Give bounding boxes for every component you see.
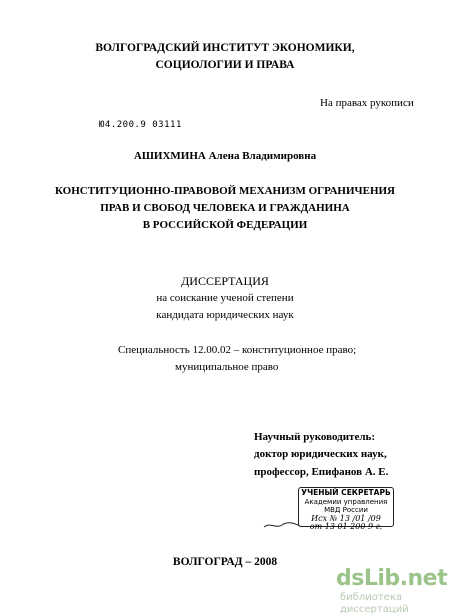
dslib-watermark-logo: [336, 566, 450, 614]
stamp-line-5: от 13 01 200 9 г.: [309, 522, 383, 531]
degree-line-1: на соискание ученой степени: [156, 292, 294, 304]
watermark-brand: dsLib.net: [336, 566, 448, 591]
institution-line-2: СОЦИОЛОГИИ И ПРАВА: [155, 59, 295, 71]
supervisor-name: профессор, Епифанов А. Е.: [254, 466, 389, 478]
stamp-line-1: УЧЕНЫЙ СЕКРЕТАРЬ: [301, 488, 391, 497]
stamp-line-2: Академии управления: [304, 497, 388, 506]
title-line-3: В РОССИЙСКОЙ ФЕДЕРАЦИИ: [142, 219, 308, 231]
document-type: ДИССЕРТАЦИЯ: [181, 274, 269, 288]
supervisor-degree: доктор юридических наук,: [254, 448, 387, 460]
degree-line-2: кандидата юридических наук: [156, 309, 294, 321]
specialty-line-2: муниципальное право: [175, 361, 279, 373]
supervisor-heading: Научный руководитель:: [254, 431, 375, 443]
footer-city-year: ВОЛГОГРАД – 2008: [172, 556, 278, 568]
stamp-line-4: Исх № 13 /01 /09: [311, 513, 381, 523]
stamp-line-3: МВД России: [324, 506, 368, 514]
title-line-1: КОНСТИТУЦИОННО-ПРАВОВОЙ МЕХАНИЗМ ОГРАНИЧЕНИЯ: [54, 185, 395, 197]
institution-line-1: ВОЛГОГРАДСКИЙ ИНСТИТУТ ЭКОНОМИКИ,: [95, 42, 355, 54]
title-line-2: ПРАВ И СВОБОД ЧЕЛОВЕКА И ГРАЖДАНИНА: [100, 202, 350, 214]
signature-mark: [262, 520, 302, 530]
author-name: АШИХМИНА Алена Владимировна: [133, 150, 317, 162]
specialty-line-1: Специальность 12.00.02 – конституционное право;: [118, 344, 357, 356]
watermark-subtitle: библиотека диссертаций: [340, 592, 409, 615]
archive-number: Ю4.200.9 03111: [99, 120, 182, 130]
secretary-stamp: [298, 487, 394, 531]
manuscript-note: На правах рукописи: [320, 97, 414, 109]
